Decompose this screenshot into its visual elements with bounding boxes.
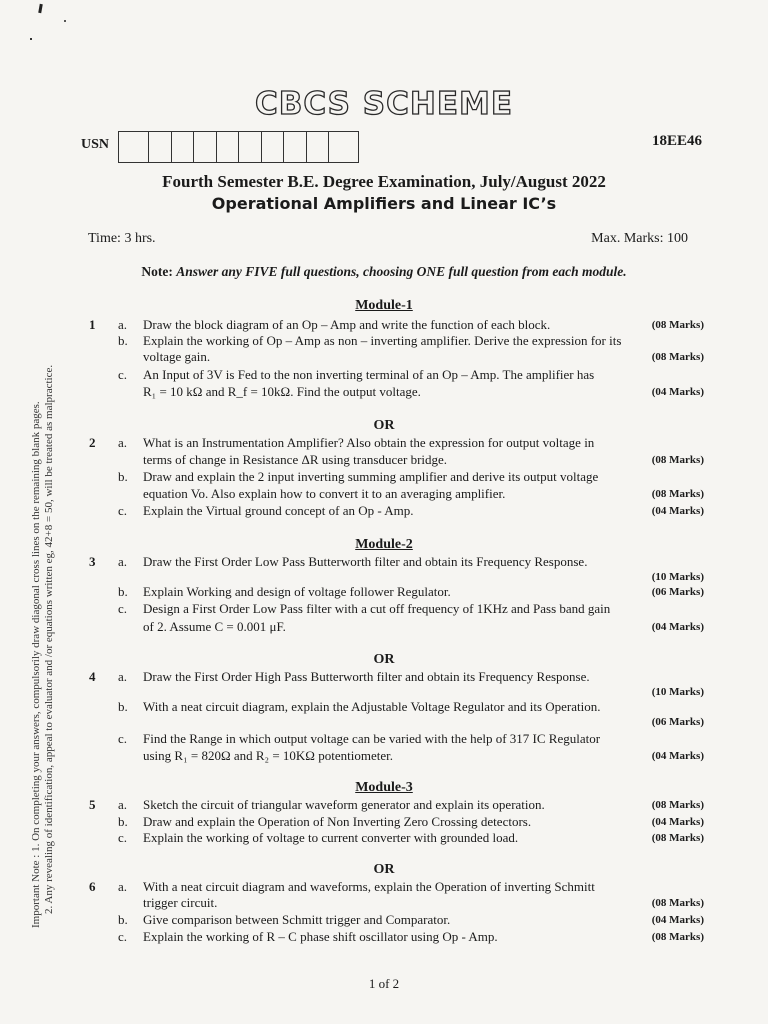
question-text: trigger circuit. <box>143 895 218 910</box>
page-number: 1 of 2 <box>368 976 400 991</box>
marks: (08 Marks) <box>651 319 704 331</box>
part-label: a. <box>118 669 128 684</box>
question-number: 4 <box>89 669 96 684</box>
marks: (06 Marks) <box>651 586 704 598</box>
usn-box <box>194 131 217 163</box>
marks: (08 Marks) <box>651 454 704 466</box>
scheme-stamp: CBCS SCHEME <box>254 86 514 122</box>
part-label: a. <box>118 879 128 894</box>
part-label: b. <box>118 699 128 714</box>
marks: (04 Marks) <box>651 914 704 926</box>
question-text: Find the Range in which output voltage can be varied with the help of 317 IC Regulator <box>143 731 601 746</box>
course-code: 18EE46 <box>651 133 702 149</box>
instructions-note <box>0 264 768 280</box>
part-label: b. <box>118 584 128 599</box>
question-text: Draw and explain the 2 input inverting summing amplifier and derive its output voltage <box>143 469 599 484</box>
marks: (10 Marks) <box>651 686 704 698</box>
question-number: 1 <box>89 317 96 332</box>
or-heading: OR <box>373 862 395 877</box>
marks: (04 Marks) <box>651 621 704 633</box>
subject-title: Operational Amplifiers and Linear IC’s <box>211 194 557 213</box>
question-text: Draw and explain the Operation of Non Inverting Zero Crossing detectors. <box>143 814 532 829</box>
usn-box <box>149 131 172 163</box>
question-text: Give comparison between Schmitt trigger and Comparator. <box>143 912 451 927</box>
question-text: using R₁ = 820Ω and R₂ = 10KΩ potentiometer. <box>143 748 393 763</box>
or-heading: OR <box>373 652 395 667</box>
part-label: a. <box>118 797 128 812</box>
time-allowed: Time: 3 hrs. <box>88 231 156 246</box>
marks: (04 Marks) <box>651 816 704 828</box>
part-label: c. <box>118 731 128 746</box>
question-text: Design a First Order Low Pass filter with a cut off frequency of 1KHz and Pass band gain <box>143 601 611 616</box>
question-text: An Input of 3V is Fed to the non inverting terminal of an Op – Amp. The amplifier has <box>143 367 595 382</box>
usn-box <box>119 131 149 163</box>
part-label: c. <box>118 830 128 845</box>
part-label: a. <box>118 554 128 569</box>
usn-box <box>262 131 285 163</box>
question-text: Explain the Virtual ground concept of an Op - Amp. <box>143 503 414 518</box>
question-text: Draw the First Order Low Pass Butterworth filter and obtain its Frequency Response. <box>143 554 588 569</box>
exam-title: Fourth Semester B.E. Degree Examination, July/August 2022 <box>162 172 606 191</box>
question-text: With a neat circuit diagram, explain the Adjustable Voltage Regulator and its Operation. <box>143 699 601 714</box>
question-number: 5 <box>89 797 96 812</box>
question-text: Explain Working and design of voltage follower Regulator. <box>143 584 451 599</box>
marks: (08 Marks) <box>651 897 704 909</box>
question-number: 2 <box>89 435 96 450</box>
part-label: a. <box>118 317 128 332</box>
question-text: equation Vo. Also explain how to convert it to an averaging amplifier. <box>143 486 506 501</box>
question-text: of 2. Assume C = 0.001 μF. <box>143 619 286 634</box>
module-heading: Module-2 <box>355 537 413 552</box>
note-label: Note: <box>141 264 173 279</box>
usn-box <box>217 131 240 163</box>
question-text: Draw the First Order High Pass Butterworth filter and obtain its Frequency Response. <box>143 669 590 684</box>
question-text: voltage gain. <box>143 349 211 364</box>
note-text: Answer any FIVE full questions, choosing ONE full question from each module. <box>176 264 627 279</box>
part-label: b. <box>118 333 128 348</box>
part-label: b. <box>118 814 128 829</box>
scan-speck <box>38 4 43 13</box>
important-note-line: 2. Any revealing of identification, appeal to evaluator and /or equations written eg, 42+8 = 50, will be treated as malpractice. <box>43 364 55 914</box>
scan-speck <box>30 38 32 40</box>
part-label: a. <box>118 435 128 450</box>
part-label: b. <box>118 469 128 484</box>
marks: (08 Marks) <box>651 488 704 500</box>
question-text: Explain the working of Op – Amp as non – inverting amplifier. Derive the expression for its <box>143 333 622 348</box>
question-text: Draw the block diagram of an Op – Amp and write the function of each block. <box>143 317 551 332</box>
question-text: With a neat circuit diagram and waveforms, explain the Operation of inverting Schmitt <box>143 879 595 894</box>
question-text: Sketch the circuit of triangular waveform generator and explain its operation. <box>143 797 545 812</box>
marks: (04 Marks) <box>651 505 704 517</box>
max-marks: Max. Marks: 100 <box>591 231 688 246</box>
question-text: Explain the working of R – C phase shift oscillator using Op - Amp. <box>143 929 498 944</box>
usn-box <box>307 131 330 163</box>
usn-box <box>284 131 307 163</box>
usn-box <box>329 131 359 163</box>
marks: (04 Marks) <box>651 386 704 398</box>
marks: (08 Marks) <box>651 931 704 943</box>
question-text: Explain the working of voltage to current converter with grounded load. <box>143 830 519 845</box>
marks: (06 Marks) <box>651 716 704 728</box>
question-text: terms of change in Resistance ΔR using transducer bridge. <box>143 452 448 467</box>
question-number: 6 <box>89 879 96 894</box>
part-label: c. <box>118 601 128 616</box>
question-text: What is an Instrumentation Amplifier? Also obtain the expression for output voltage in <box>143 435 595 450</box>
scan-speck <box>64 20 66 22</box>
usn-box <box>172 131 195 163</box>
module-heading: Module-1 <box>355 298 413 313</box>
question-text: R₁ = 10 kΩ and R_f = 10kΩ. Find the output voltage. <box>143 384 421 399</box>
module-heading: Module-3 <box>355 780 413 795</box>
marks: (08 Marks) <box>651 799 704 811</box>
important-note-line: Important Note : 1. On completing your answers, compulsorily draw diagonal cross lines on the remaining blank pages. <box>30 401 42 928</box>
or-heading: OR <box>373 418 395 433</box>
usn-label: USN <box>81 137 110 152</box>
important-note-margin <box>30 288 70 928</box>
part-label: c. <box>118 929 128 944</box>
marks: (04 Marks) <box>651 750 704 762</box>
marks: (10 Marks) <box>651 571 704 583</box>
marks: (08 Marks) <box>651 832 704 844</box>
part-label: c. <box>118 367 128 382</box>
question-number: 3 <box>89 554 96 569</box>
part-label: c. <box>118 503 128 518</box>
usn-box <box>239 131 262 163</box>
marks: (08 Marks) <box>651 351 704 363</box>
usn-boxes <box>118 131 359 163</box>
part-label: b. <box>118 912 128 927</box>
